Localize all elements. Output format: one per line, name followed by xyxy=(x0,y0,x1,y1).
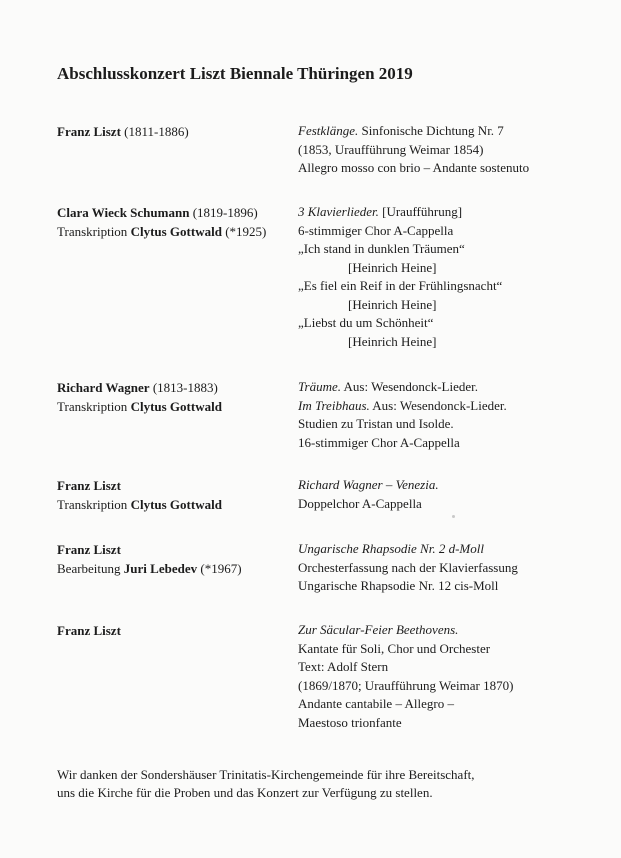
work-column xyxy=(298,621,598,732)
paper-speck xyxy=(452,515,455,518)
detail-text: Studien zu Tristan und Isolde. xyxy=(298,416,454,431)
thanks-note xyxy=(57,766,597,802)
composer-column xyxy=(57,122,292,141)
detail-text: Andante cantabile – Allegro – xyxy=(298,696,454,711)
detail-text: Aus: Wesendonck-Lieder. xyxy=(369,397,507,413)
detail-text: Doppelchor A-Cappella xyxy=(298,495,422,511)
detail-text: [Heinrich Heine] xyxy=(348,333,437,349)
person-name: Clytus Gottwald xyxy=(130,399,222,414)
detail-text: Sinfonische Dichtung Nr. 7 xyxy=(358,123,504,138)
detail-text: (*1967) xyxy=(197,561,242,576)
composer-line xyxy=(57,495,292,514)
composer-line xyxy=(57,203,292,222)
composer-line xyxy=(57,540,292,559)
composer-line xyxy=(57,222,292,241)
detail-text: Aus: Wesendonck-Lieder. xyxy=(340,379,478,394)
work-line xyxy=(298,240,598,259)
composer-line xyxy=(57,378,292,397)
work-title: Träume. xyxy=(298,379,341,394)
work-line xyxy=(298,577,598,596)
work-line xyxy=(298,333,598,352)
work-line xyxy=(298,296,598,315)
work-line xyxy=(298,658,598,677)
work-line xyxy=(298,677,598,696)
detail-text: 16-stimmiger Chor A-Cappella xyxy=(298,434,460,450)
work-line xyxy=(298,540,598,559)
detail-text: (1811-1886) xyxy=(120,124,189,139)
work-line xyxy=(298,476,598,495)
page-title: Abschlusskonzert Liszt Biennale Thüringen 2019 xyxy=(57,64,413,83)
role-text: Bearbeitung xyxy=(57,561,124,576)
person-name: Clara Wieck Schumann xyxy=(57,205,190,220)
work-line xyxy=(298,159,598,178)
composer-column xyxy=(57,476,292,514)
composer-column xyxy=(57,621,292,640)
composer-line xyxy=(57,122,292,141)
detail-text: (*1925) xyxy=(221,224,267,239)
work-column xyxy=(298,540,598,596)
work-line xyxy=(298,415,598,434)
work-column xyxy=(298,122,598,178)
work-line xyxy=(298,277,598,296)
detail-text: 6-stimmiger Chor A-Cappella xyxy=(298,222,454,238)
thanks-line: Wir danken der Sondershäuser Trinitatis-Kirchengemeinde für ihre Bereitschaft, xyxy=(57,767,475,782)
detail-text: Maestoso trionfante xyxy=(298,714,402,730)
detail-text: „Liebst du um Schönheit“ xyxy=(298,315,434,330)
work-line xyxy=(298,434,598,453)
composer-column xyxy=(57,540,292,578)
work-line xyxy=(298,495,598,514)
work-title: Richard Wagner – Venezia. xyxy=(298,477,439,492)
work-title: Festklänge. xyxy=(298,123,359,138)
composer-line xyxy=(57,559,292,578)
work-title: Ungarische Rhapsodie Nr. 2 d-Moll xyxy=(298,541,484,556)
person-name: Franz Liszt xyxy=(57,478,121,493)
work-column xyxy=(298,203,598,351)
detail-text: (1819-1896) xyxy=(189,205,258,220)
composer-line xyxy=(57,621,292,640)
work-line xyxy=(298,122,598,141)
role-text: Transkription xyxy=(57,224,131,239)
detail-text: Text: Adolf Stern xyxy=(298,659,389,674)
role-text: Transkription xyxy=(57,497,131,512)
detail-text: (1813-1883) xyxy=(149,380,218,395)
detail-text: Allegro mosso con brio – Andante sostenuto xyxy=(298,160,530,175)
work-column xyxy=(298,476,598,513)
composer-line xyxy=(57,397,292,416)
detail-text: (1869/1870; Uraufführung Weimar 1870) xyxy=(298,677,514,693)
work-line xyxy=(298,141,598,160)
work-line xyxy=(298,621,598,640)
person-name: Franz Liszt xyxy=(57,124,121,139)
person-name: Juri Lebedev xyxy=(123,561,198,576)
work-line xyxy=(298,222,598,241)
detail-text: Ungarische Rhapsodie Nr. 12 cis-Moll xyxy=(298,578,499,593)
work-line xyxy=(298,203,598,222)
detail-text: [Uraufführung] xyxy=(378,204,463,219)
work-line xyxy=(298,397,598,416)
person-name: Franz Liszt xyxy=(57,542,121,557)
person-name: Franz Liszt xyxy=(57,623,121,638)
detail-text: „Es fiel ein Reif in der Frühlingsnacht“ xyxy=(298,278,503,293)
detail-text: [Heinrich Heine] xyxy=(348,259,437,275)
detail-text: (1853, Uraufführung Weimar 1854) xyxy=(298,141,484,157)
work-line xyxy=(298,314,598,333)
person-name: Richard Wagner xyxy=(57,380,150,395)
composer-column xyxy=(57,203,292,241)
person-name: Clytus Gottwald xyxy=(130,497,222,512)
role-text: Transkription xyxy=(57,399,131,414)
detail-text: „Ich stand in dunklen Träumen“ xyxy=(298,241,465,256)
work-line xyxy=(298,378,598,397)
composer-line xyxy=(57,476,292,495)
detail-text: Kantate für Soli, Chor und Orchester xyxy=(298,640,491,656)
work-title: Zur Säcular-Feier Beethovens. xyxy=(298,622,459,637)
composer-column xyxy=(57,378,292,416)
detail-text: [Heinrich Heine] xyxy=(348,296,437,312)
detail-text: Orchesterfassung nach der Klavierfassung xyxy=(298,559,518,575)
work-line xyxy=(298,695,598,714)
work-title: 3 Klavierlieder. xyxy=(298,204,379,219)
work-line xyxy=(298,640,598,659)
person-name: Clytus Gottwald xyxy=(130,224,222,239)
thanks-line: uns die Kirche für die Proben und das Konzert zur Verfügung zu stellen. xyxy=(57,785,433,800)
work-column xyxy=(298,378,598,452)
work-line xyxy=(298,714,598,733)
work-line xyxy=(298,559,598,578)
work-title: Im Treibhaus. xyxy=(298,397,370,413)
work-line xyxy=(298,259,598,278)
